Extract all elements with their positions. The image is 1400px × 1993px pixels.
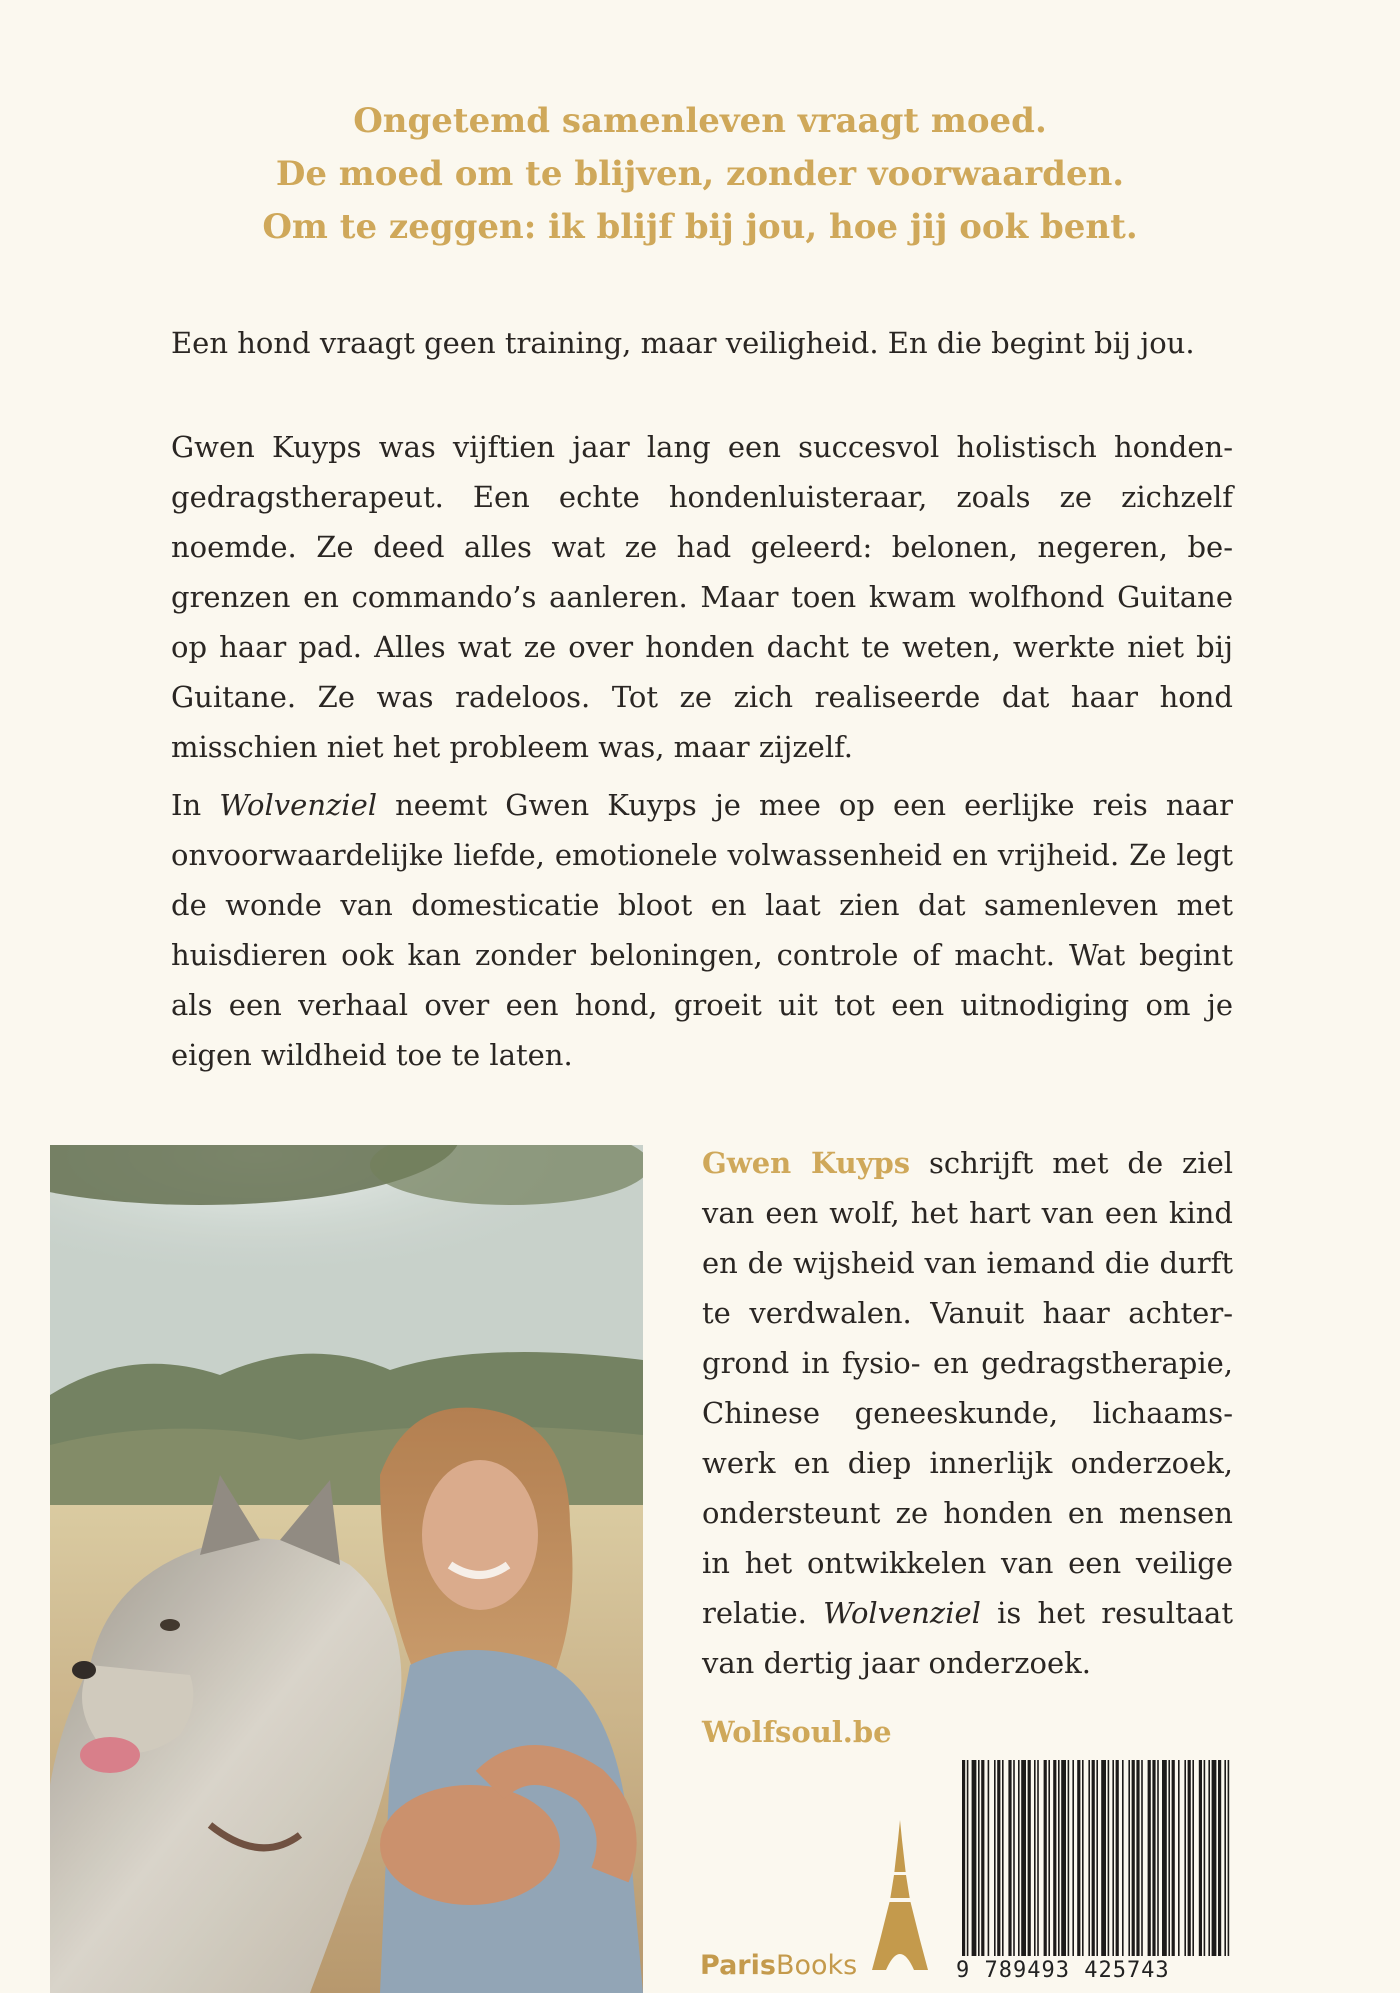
book-paragraph-prefix: In (171, 788, 220, 822)
barcode-bar (1212, 1760, 1217, 1956)
barcode-bar (962, 1760, 965, 1956)
barcode-bar (1132, 1760, 1135, 1956)
barcode-bar (1101, 1760, 1106, 1956)
isbn-number: 9 789493 425743 (956, 1958, 1170, 1983)
barcode-bar (1128, 1760, 1130, 1956)
book-paragraph (171, 780, 1233, 1080)
barcode-bar (1008, 1760, 1011, 1956)
barcode-bar (1157, 1760, 1159, 1956)
publisher-name (700, 1950, 857, 1981)
barcode-bar (1044, 1760, 1047, 1956)
quote-line-2: De moed om te blijven, zonder voorwaarden. (275, 154, 1125, 194)
website-link[interactable]: Wolfsoul.be (702, 1715, 892, 1749)
quote-line-3: Om te zeggen: ik blijf bij jou, hoe jij ook bent. (262, 207, 1138, 247)
barcode-bar (1072, 1760, 1074, 1956)
barcode-bar (1021, 1760, 1026, 1956)
author-with-wolfdog-photo (50, 1145, 643, 1993)
barcode-bar (978, 1760, 980, 1956)
author-bio-text-1: schrijft met de ziel van een wolf, het hart van een kind en de wijsheid van iemand die durft te verdwalen. Vanuit haar achtergrond in fysio- en gedragstherapie, Chinese geneeskunde, lichaamswerk en diep innerlijk onderzoek, ondersteunt ze honden en mensen in het ontwikkelen van een veilige relatie. (702, 1146, 1234, 1630)
barcode-bar (1028, 1760, 1031, 1956)
quote-line-1: Ongetemd samenleven vraagt moed. (353, 101, 1047, 141)
author-bio-book-title: Wolvenziel (823, 1596, 981, 1630)
barcode-bar (1192, 1760, 1194, 1956)
barcode-bar (1184, 1760, 1186, 1956)
isbn-barcode (956, 1760, 1236, 1993)
barcode-bar (1068, 1760, 1070, 1956)
cover-quote (0, 95, 1400, 254)
barcode-bar (1061, 1760, 1066, 1956)
barcode-bar (1188, 1760, 1191, 1956)
barcode-bar (1112, 1760, 1114, 1956)
barcode-bar (1178, 1760, 1180, 1956)
barcode-bar (1162, 1760, 1167, 1956)
barcode-bar (1204, 1760, 1206, 1956)
barcode-bars (956, 1760, 1236, 1956)
barcode-bar (1034, 1760, 1036, 1956)
barcode-bar (1116, 1760, 1119, 1956)
publisher-logo (700, 1800, 940, 1990)
barcode-bar (1077, 1760, 1080, 1956)
book-paragraph-rest: neemt Gwen Kuyps je mee op een eerlijke reis naar onvoorwaardelijke liefde, emotionele volwassenheid en vrijheid. Ze legt de wonde van domesticatie bloot en laat zien dat samenleven met huisdieren ook kan zonder beloningen, controle of macht. Wat begint als een verhaal over een hond, groeit uit tot een uitnodiging om je eigen wildheid toe te laten. (171, 788, 1234, 1072)
barcode-bar (1037, 1760, 1039, 1956)
author-name: Gwen Kuyps (702, 1146, 911, 1180)
barcode-bar (967, 1760, 969, 1956)
barcode-bar (997, 1760, 1000, 1956)
book-title-italic: Wolvenziel (219, 788, 378, 822)
author-bio (702, 1138, 1233, 1688)
barcode-bar (1208, 1760, 1210, 1956)
publisher-name-regular: Books (775, 1950, 858, 1981)
barcode-bar (1053, 1760, 1056, 1956)
author-photo (50, 1145, 643, 1993)
barcode-bar (1141, 1760, 1143, 1956)
barcode-bar (981, 1760, 984, 1956)
barcode-bar (1002, 1760, 1004, 1956)
barcode-bar (1152, 1760, 1155, 1956)
barcode-bar (1199, 1760, 1202, 1956)
barcode-bar (1136, 1760, 1139, 1956)
publisher-name-bold: Paris (700, 1950, 776, 1981)
barcode-bar (1122, 1760, 1124, 1956)
barcode-bar (1092, 1760, 1095, 1956)
barcode-bar (1088, 1760, 1090, 1956)
barcode-bar (1108, 1760, 1110, 1956)
barcode-bar (1172, 1760, 1175, 1956)
barcode-bar (1058, 1760, 1060, 1956)
barcode-bar (1018, 1760, 1020, 1956)
eiffel-tower-icon (870, 1820, 930, 1970)
author-bio-text-2: is het resultaat van dertig jaar onderzoek. (702, 1596, 1233, 1680)
story-paragraph: Gwen Kuyps was vijftien jaar lang een succesvol holistisch hondengedragstherapeut. Een echte hondenluisteraar, zoals ze zichzelf noemde. Ze deed alles wat ze had geleerd: belonen, negeren, begrenzen en commando’s aanleren. Maar toen kwam wolfhond Guitane op haar pad. Alles wat ze over honden dacht te weten, werkte niet bij Guitane. Ze was radeloos. Tot ze zich realiseerde dat haar hond misschien niet het probleem was, maar zijzelf. (171, 430, 1233, 764)
barcode-bar (1148, 1760, 1151, 1956)
barcode-bar (1228, 1760, 1230, 1956)
barcode-bar (994, 1760, 996, 1956)
intro-paragraph: Een hond vraagt geen training, maar veiligheid. En die begint bij jou. (171, 326, 1195, 360)
barcode-bar (1048, 1760, 1050, 1956)
barcode-bar (1013, 1760, 1015, 1956)
barcode-bar (1096, 1760, 1098, 1956)
barcode-bar (972, 1760, 977, 1956)
barcode-bar (1082, 1760, 1084, 1956)
barcode-bar (988, 1760, 990, 1956)
barcode-bar (1218, 1760, 1221, 1956)
barcode-bar (1168, 1760, 1170, 1956)
barcode-bar (1224, 1760, 1226, 1956)
